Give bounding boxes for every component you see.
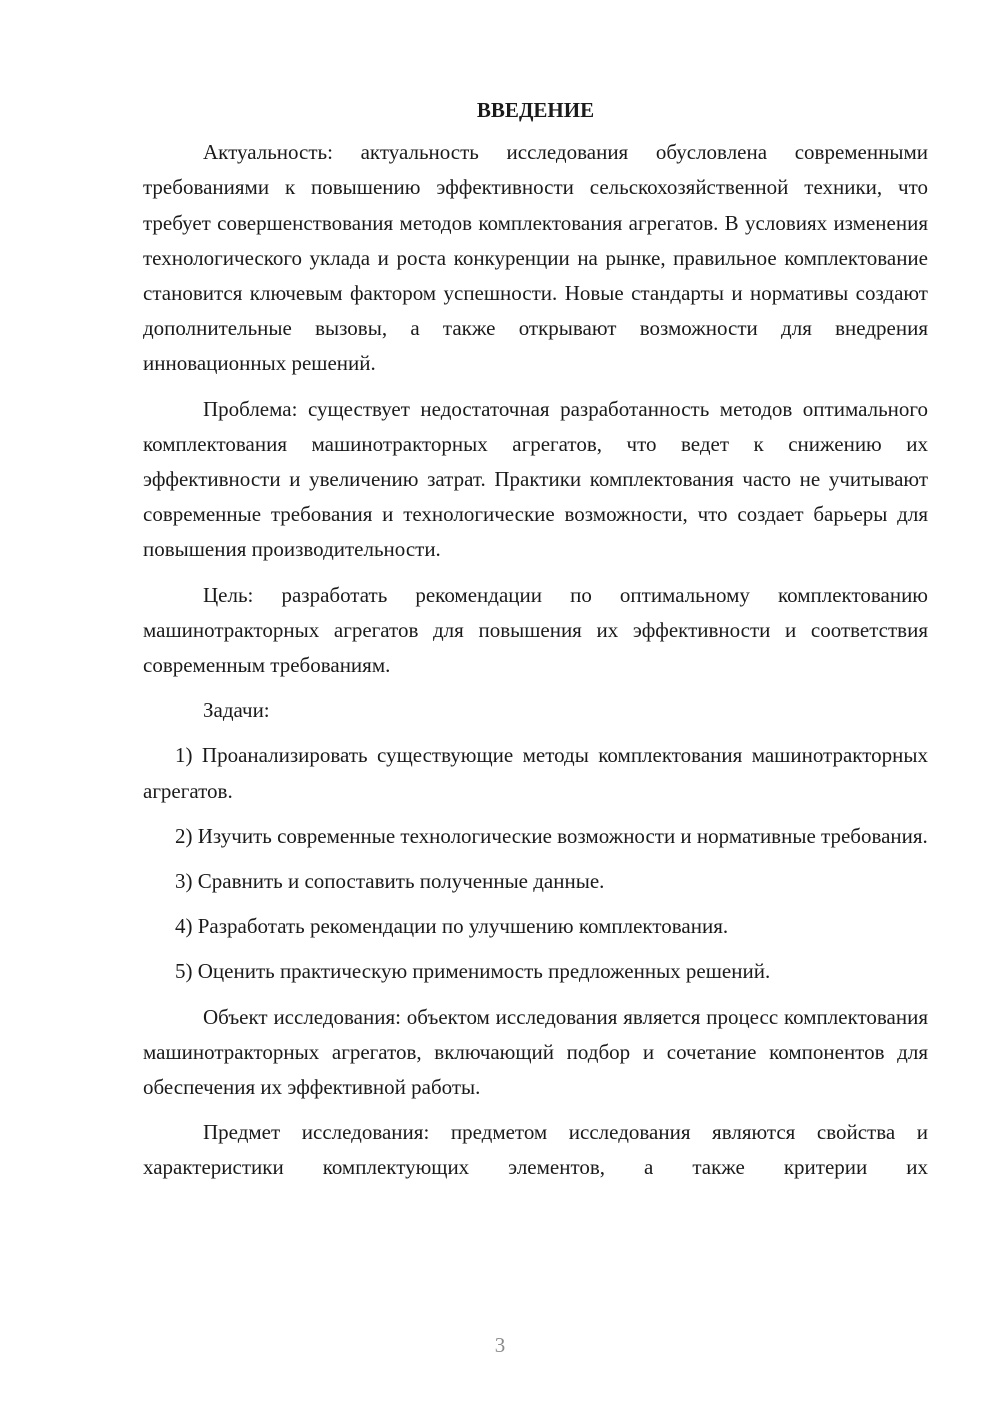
page-number: 3 bbox=[494, 1333, 506, 1357]
object-paragraph: Объект исследования: объектом исследования является процесс комплектования машинотракторных агрегатов, включающий подбор и сочетание компонентов для обеспечения их эффективной работы. bbox=[143, 1004, 928, 1100]
task-item: 5) Оценить практическую применимость предложенных решений. bbox=[175, 959, 771, 984]
subject-paragraph: Предмет исследования: предметом исследования являются свойства и характеристики комплектующих элементов, а также критерии их bbox=[143, 1120, 928, 1180]
tasks-heading: Задачи: bbox=[203, 698, 270, 723]
task-item: 1) Проанализировать существующие методы комплектования машинотракторных агрегатов. bbox=[143, 743, 928, 803]
problem-paragraph: Проблема: существует недостаточная разработанность методов оптимального комплектования машинотракторных агрегатов, что ведет к снижению их эффективности и увеличению затрат. Практики комплектования часто не учитывают современные требования и технологические возможности, что создает барьеры для повышения производительности. bbox=[143, 396, 928, 562]
relevance-paragraph: Актуальность: актуальность исследования обусловлена современными требованиями к повышению эффективности сельскохозяйственной техники, что требует совершенствования методов комплектования агрегатов. В условиях изменения технологического уклада и роста конкуренции на рынке, правильное комплектование становится ключевым фактором успешности. Новые стандарты и нормативы создают дополнительные вызовы, а также открывают возможности для внедрения инновационных решений. bbox=[143, 140, 928, 376]
task-item: 2) Изучить современные технологические возможности и нормативные требования. bbox=[175, 823, 928, 848]
page-content bbox=[143, 93, 928, 1196]
task-item: 4) Разработать рекомендации по улучшению комплектования. bbox=[175, 914, 729, 939]
goal-paragraph: Цель: разработать рекомендации по оптимальному комплектованию машинотракторных агрегатов для повышения их эффективности и соответствия современным требованиям. bbox=[143, 582, 928, 678]
section-title: ВВЕДЕНИЕ bbox=[476, 98, 595, 122]
task-item: 3) Сравнить и сопоставить полученные данные. bbox=[175, 869, 605, 894]
